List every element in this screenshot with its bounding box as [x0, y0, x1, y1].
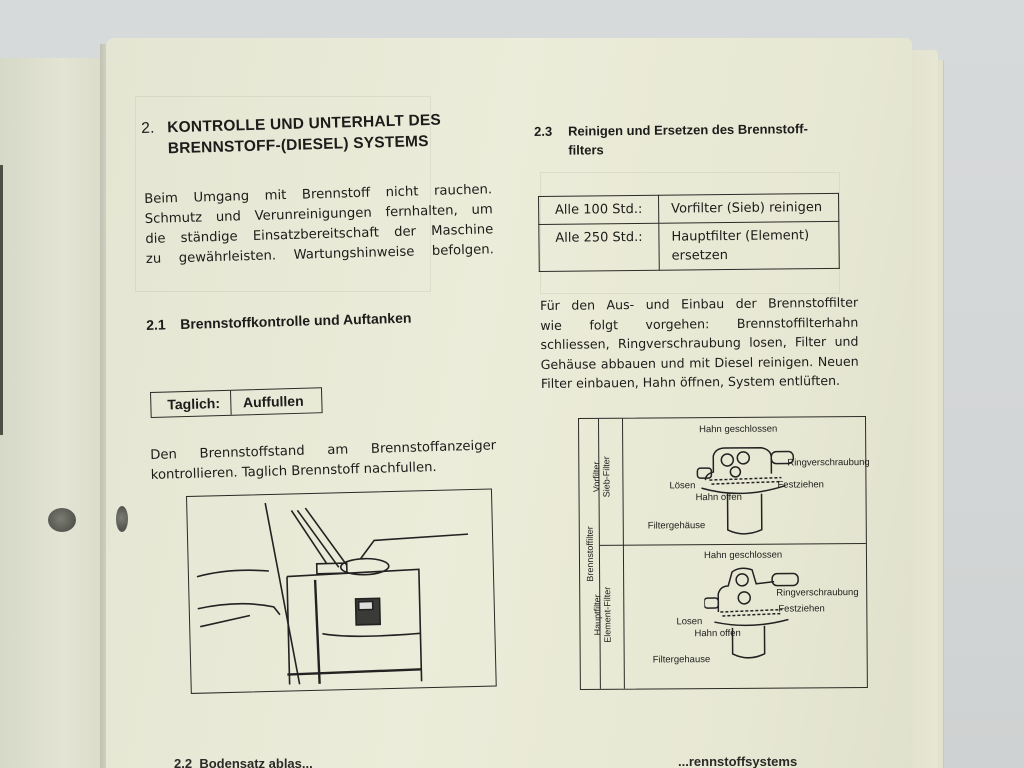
callout-ring-nut: Ringverschraubung [776, 587, 859, 599]
next-subsection-partial [174, 756, 313, 768]
callout-valve-closed: Hahn geschlossen [703, 549, 783, 562]
subsection-title-line1: Reinigen und Ersetzen des Brennstoff- [568, 121, 808, 139]
fuel-tank-drawing-icon [187, 489, 497, 693]
callout-tighten: Festziehen [777, 479, 824, 491]
section-title-line2: BRENNSTOFF-(DIESEL) SYSTEMS [167, 132, 429, 158]
callout-ring-nut: Ringverschraubung [787, 456, 870, 469]
figure-row-divider [600, 543, 866, 546]
paragraph-line: Filter einbauen, Hahn öffnen, System entlüften. [540, 373, 841, 392]
paragraph-line: kontrollieren. Taglich Brennstoff nachfullen. [150, 460, 437, 483]
filter-procedure-paragraph [540, 293, 859, 394]
paragraph-line: Beim Umgang mit Brennstoff nicht rauchen. [144, 182, 493, 207]
callout-valve-open: Hahn offen [695, 491, 742, 504]
interval-cell: Alle 100 Std.: [539, 195, 659, 224]
paragraph-line: Für den Aus- und Einbau der Brennstoffilter [540, 294, 859, 313]
fuel-filter-figure [578, 416, 868, 690]
left-edge-shadow [0, 165, 3, 435]
previous-page [0, 58, 104, 768]
side-label-line: Sieb-Filter [601, 456, 612, 498]
interval-cell: Alle 250 Std.: [539, 223, 659, 271]
intro-paragraph [144, 180, 494, 270]
paragraph-line: die ständige Einsatzbereitschaft der Maschine [145, 222, 494, 247]
side-label-line: Element-Filter [602, 586, 613, 643]
callout-valve-open: Hahn offen [694, 627, 741, 640]
paragraph-line: Schmutz und Verunreinigungen fernhalten, um [144, 202, 493, 227]
side-label-line: Hauptfilter [592, 594, 603, 636]
paragraph-line: Den Brennstoffstand am Brennstoffanzeiger [150, 438, 497, 463]
subsection-heading-2-3 [534, 119, 864, 160]
subsection-title: Brennstoffkontrolle und Auftanken [180, 309, 412, 333]
maintenance-interval-table [538, 193, 840, 272]
subsection-number: 2.3 [534, 123, 553, 139]
subsection-title: Bodensatz ablas... [199, 756, 313, 768]
table-row [539, 221, 839, 271]
side-label-line: Vorfilter [591, 461, 602, 493]
binder-hole [48, 508, 76, 532]
paragraph-line: wie folgt vorgehen: Brennstoffilterhahn [540, 314, 859, 333]
subsection-title-line2: filters [568, 142, 604, 158]
interval-task: Auffullen [230, 388, 322, 415]
section-title-line1: KONTROLLE UND UNTERHALT DES [167, 111, 442, 137]
subsection-number: 2.2 [174, 756, 193, 768]
fuel-filter-label: Brennstoffilter [584, 526, 596, 582]
daily-interval-box [150, 387, 323, 418]
paragraph-line: Gehäuse abbauen und mit Diesel reinigen. Neuen [540, 353, 859, 372]
paragraph-line: zu gewährleisten. Wartungshinweise befolgen. [145, 242, 495, 267]
callout-loosen: Lösen [669, 480, 696, 492]
fuel-tank-illustration [186, 489, 497, 694]
interval-label: Taglich: [167, 395, 221, 413]
paragraph-line: schliessen, Ringverschraubung losen, Filter und [540, 333, 859, 353]
subsection-number: 2.1 [146, 316, 166, 333]
callout-valve-closed: Hahn geschlossen [699, 423, 778, 436]
callout-loosen: Losen [676, 616, 703, 628]
table-row [539, 193, 839, 224]
task-cell: Vorfilter (Sieb) reinigen [658, 193, 838, 223]
callout-tighten: Festziehen [778, 603, 825, 615]
callout-filter-housing: Filtergehause [652, 654, 711, 666]
callout-filter-housing: Filtergehäuse [647, 520, 706, 532]
task-cell: Hauptfilter (Element) ersetzen [659, 221, 839, 270]
section-number: 2. [141, 119, 155, 137]
binder-hole [116, 506, 128, 532]
main-filter-side-label [592, 575, 613, 655]
prefilter-side-label [591, 437, 612, 517]
footer-heading-partial: ...rennstoffsystems [678, 754, 798, 768]
